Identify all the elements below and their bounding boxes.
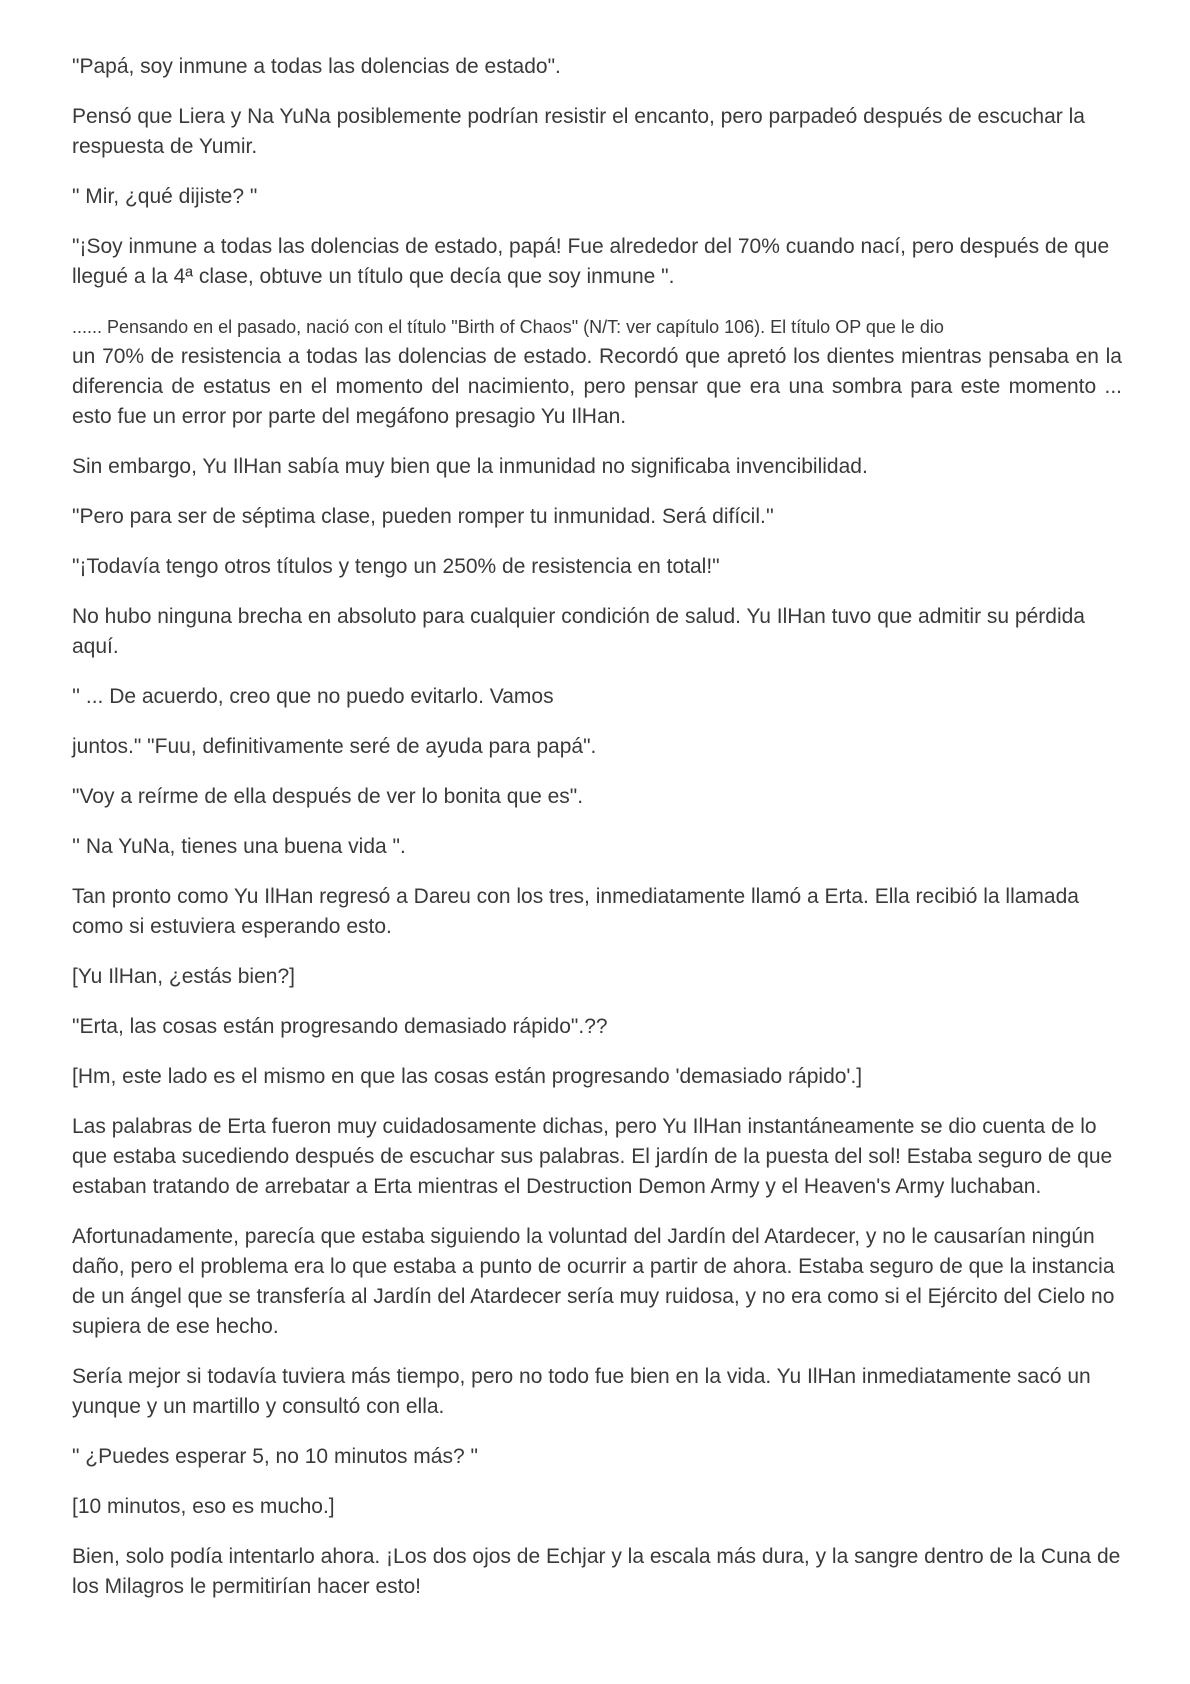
paragraph: Sería mejor si todavía tuviera más tiempo, pero no todo fue bien en la vida. Yu IlHan inmediatamente sacó un yunque y un martillo y consultó con ella. — [72, 1365, 1091, 1418]
paragraph: "Voy a reírme de ella después de ver lo bonita que es". — [72, 785, 584, 808]
paragraph: '' Na YuNa, tienes una buena vida ". — [72, 835, 406, 858]
paragraph: un 70% de resistencia a todas las dolencias de estado. Recordó que apretó los dientes mientras pensaba en la diferencia de estatus en el momento del nacimiento, pero pensar que era una sombra para este momento ... esto fue un error por parte del megáfono presagio Yu IlHan. — [72, 345, 1122, 428]
document-page — [72, 52, 1122, 1602]
paragraph: juntos." "Fuu, definitivamente seré de ayuda para papá". — [72, 735, 597, 758]
paragraph: "¡Todavía tengo otros títulos y tengo un 250% de resistencia en total!" — [72, 555, 720, 578]
paragraph: Pensó que Liera y Na YuNa posiblemente podrían resistir el encanto, pero parpadeó después de escuchar la respuesta de Yumir. — [72, 105, 1085, 158]
paragraph: Tan pronto como Yu IlHan regresó a Dareu con los tres, inmediatamente llamó a Erta. Ella recibió la llamada como si estuviera esperando esto. — [72, 885, 1079, 938]
paragraph: Afortunadamente, parecía que estaba siguiendo la voluntad del Jardín del Atardecer, y no le causarían ningún daño, pero el problema era lo que estaba a punto de ocurrir a partir de ahora. Estaba seguro de que la instancia de un ángel que se transfería al Jardín del Atardecer sería muy ruidosa, y no era como si el Ejército del Cielo no supiera de ese hecho. — [72, 1225, 1115, 1338]
paragraph: [Hm, este lado es el mismo en que las cosas están progresando 'demasiado rápido'.] — [72, 1065, 863, 1088]
paragraph: '' ... De acuerdo, creo que no puedo evitarlo. Vamos — [72, 685, 554, 708]
translator-note-line: ...... Pensando en el pasado, nació con el título "Birth of Chaos" (N/T: ver capítulo 106). El título OP que le dio — [72, 317, 944, 337]
paragraph: Las palabras de Erta fueron muy cuidadosamente dichas, pero Yu IlHan instantáneamente se dio cuenta de lo que estaba sucediendo después de escuchar sus palabras. El jardín de la puesta del sol! Estaba seguro de que estaban tratando de arrebatar a Erta mientras el Destruction Demon Army y el Heaven's Army luchaban. — [72, 1115, 1113, 1198]
paragraph: "¡Soy inmune a todas las dolencias de estado, papá! Fue alrededor del 70% cuando nací, pero después de que llegué a la 4ª clase, obtuve un título que decía que soy inmune ". — [72, 235, 1110, 288]
paragraph: " ¿Puedes esperar 5, no 10 minutos más? " — [72, 1445, 478, 1468]
paragraph: Sin embargo, Yu IlHan sabía muy bien que la inmunidad no significaba invencibilidad. — [72, 455, 868, 478]
paragraph: [10 minutos, eso es mucho.] — [72, 1495, 335, 1518]
paragraph: "Papá, soy inmune a todas las dolencias de estado". — [72, 55, 561, 78]
paragraph: Bien, solo podía intentarlo ahora. ¡Los dos ojos de Echjar y la escala más dura, y la sangre dentro de la Cuna de los Milagros le permitirían hacer esto! — [72, 1545, 1121, 1598]
paragraph: No hubo ninguna brecha en absoluto para cualquier condición de salud. Yu IlHan tuvo que admitir su pérdida aquí. — [72, 605, 1085, 658]
paragraph: " Mir, ¿qué dijiste? " — [72, 185, 258, 208]
paragraph: "Erta, las cosas están progresando demasiado rápido".?? — [72, 1015, 608, 1038]
paragraph: "Pero para ser de séptima clase, pueden romper tu inmunidad. Será difícil.'' — [72, 505, 774, 528]
paragraph: [Yu IlHan, ¿estás bien?] — [72, 965, 295, 988]
